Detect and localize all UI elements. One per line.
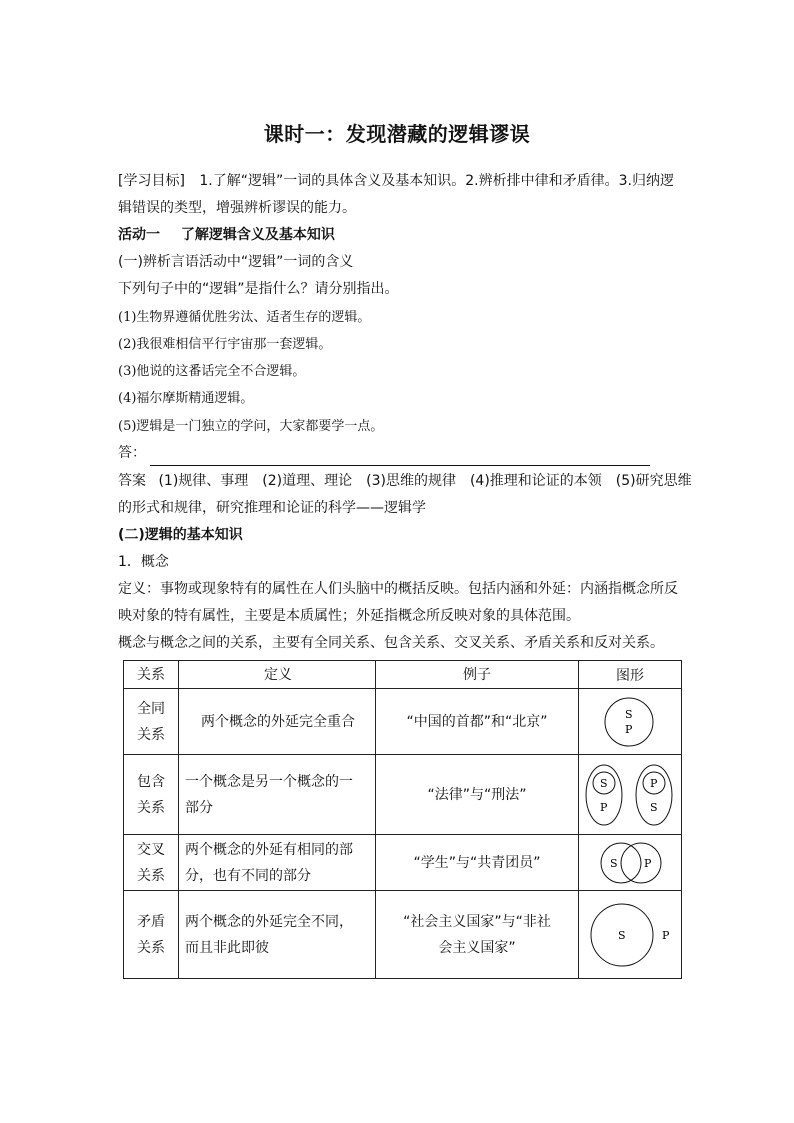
identity-s-label: S [625, 707, 633, 721]
table-header-row [124, 661, 682, 689]
answer-underline [150, 448, 650, 466]
inclusion-s-label: S [600, 776, 608, 790]
objectives-text-1: 1.了解“逻辑”一词的具体含义及基本知识。2.辨析排中律和矛盾律。3.归纳逻 [199, 173, 674, 189]
objectives-label: [学习目标] [118, 173, 185, 189]
activity-label: 活动一 [118, 227, 160, 243]
intersection-venn-diagram [585, 837, 675, 889]
figure-cell [579, 891, 682, 979]
contradiction-diagram [582, 896, 678, 974]
section1-heading: (一)辨析言语活动中“逻辑”一词的含义 [118, 254, 354, 270]
relation-suffix: 关系 [137, 799, 165, 816]
inclusion-outer-p [586, 765, 622, 825]
contradiction-p-label: P [662, 928, 670, 942]
relation-name: 包含 [137, 773, 165, 790]
inclusion-s2-label: S [650, 800, 658, 814]
header-figure: 图形 [579, 661, 682, 689]
header-definition: 定义 [179, 661, 376, 689]
example-text: “中国的首都”和“北京” [406, 713, 548, 730]
identity-p-label: P [625, 722, 633, 736]
figure-cell [579, 835, 682, 891]
example-cell [376, 835, 579, 891]
relations-intro: 概念与概念之间的关系，主要有全同关系、包含关系、交叉关系、矛盾关系和反对关系。 [118, 635, 664, 651]
sentence-item-5: (5)逻辑是一门独立的学问，大家都要学一点。 [118, 419, 384, 434]
intersection-p-label: P [644, 856, 652, 870]
relation-suffix: 关系 [137, 867, 165, 884]
definition-cell [179, 835, 376, 891]
example-text-cont: 会主义国家” [438, 939, 516, 956]
activity-title: 了解逻辑含义及基本知识 [180, 227, 335, 243]
definition-text: 一个概念是另一个概念的一 [185, 773, 353, 790]
definition-text-cont: 分，也有不同的部分 [185, 867, 311, 884]
relation-suffix: 关系 [137, 726, 165, 743]
identity-circle [605, 698, 653, 746]
answer-line-1 [118, 468, 692, 494]
definition-text: 两个概念的外延完全不同， [185, 913, 353, 930]
inclusion-p-label: P [600, 800, 608, 814]
sentence-item-4: (4)福尔摩斯精通逻辑。 [118, 391, 254, 406]
relation-cell [124, 755, 179, 835]
example-text: “社会主义国家”与“非社 [403, 913, 551, 930]
relation-cell [124, 835, 179, 891]
answer-text-2: 的形式和规律，研究推理和论证的科学——逻辑学 [118, 500, 426, 516]
relation-name: 矛盾 [137, 913, 165, 930]
definition-cell [179, 689, 376, 755]
inclusion-outer-s [636, 765, 672, 825]
sentence-item-2: (2)我很难相信平行宇宙那一套逻辑。 [118, 337, 332, 352]
example-text: “学生”与“共青团员” [413, 854, 541, 871]
table-row [124, 689, 682, 755]
page-title: 课时一：发现潜藏的逻辑谬误 [263, 122, 531, 146]
relation-name: 交叉 [137, 841, 165, 858]
table-row [124, 755, 682, 835]
example-cell [376, 891, 579, 979]
answer-blank-label: 答： [118, 445, 146, 461]
definition-text: 两个概念的外延有相同的部 [185, 841, 353, 858]
definition-text-cont: 部分 [185, 799, 213, 816]
inclusion-p2-label: P [650, 776, 658, 790]
definition-text-cont: 而且非此即彼 [185, 939, 269, 956]
activity-heading [118, 222, 688, 248]
relation-cell [124, 689, 179, 755]
definition-line-2: 映对象的特有属性，主要是本质属性；外延指概念所反映对象的具体范围。 [118, 608, 580, 624]
definition-line-1: 定义：事物或现象特有的属性在人们头脑中的概括反映。包括内涵和外延：内涵指概念所反 [118, 581, 678, 597]
figure-cell [579, 755, 682, 835]
relation-name: 全同 [137, 700, 165, 717]
sentence-item-1: (1)生物界遵循优胜劣汰、适者生存的逻辑。 [118, 310, 371, 325]
definition-cell [179, 891, 376, 979]
figure-cell [579, 689, 682, 755]
concept-subheading: 1．概念 [118, 554, 169, 570]
table-row [124, 891, 682, 979]
answer-blank [118, 440, 688, 466]
inclusion-venn-diagram [582, 759, 678, 831]
concept-relations-table [123, 660, 682, 979]
section1-prompt: 下列句子中的“逻辑”是指什么？请分别指出。 [118, 281, 399, 297]
relation-suffix: 关系 [137, 939, 165, 956]
objectives-line-1 [118, 168, 688, 194]
header-example: 例子 [376, 661, 579, 689]
sentence-item-3: (3)他说的这番话完全不合逻辑。 [118, 364, 306, 379]
intersection-s-label: S [610, 856, 618, 870]
section2-heading: (二)逻辑的基本知识 [118, 527, 243, 543]
header-relation: 关系 [124, 661, 179, 689]
identity-venn-diagram [585, 693, 675, 751]
example-text: “法律”与“刑法” [427, 786, 527, 803]
relation-cell [124, 891, 179, 979]
table-row [124, 835, 682, 891]
contradiction-s-label: S [618, 928, 626, 942]
example-cell [376, 755, 579, 835]
definition-cell [179, 755, 376, 835]
definition-text: 两个概念的外延完全重合 [201, 713, 355, 730]
answer-label: 答案 [118, 473, 146, 489]
example-cell [376, 689, 579, 755]
answer-text-1: (1)规律、事理 (2)道理、理论 (3)思维的规律 (4)推理和论证的本领 (5)研究思维 [158, 473, 692, 489]
objectives-text-2: 辑错误的类型，增强辨析谬误的能力。 [118, 200, 356, 216]
